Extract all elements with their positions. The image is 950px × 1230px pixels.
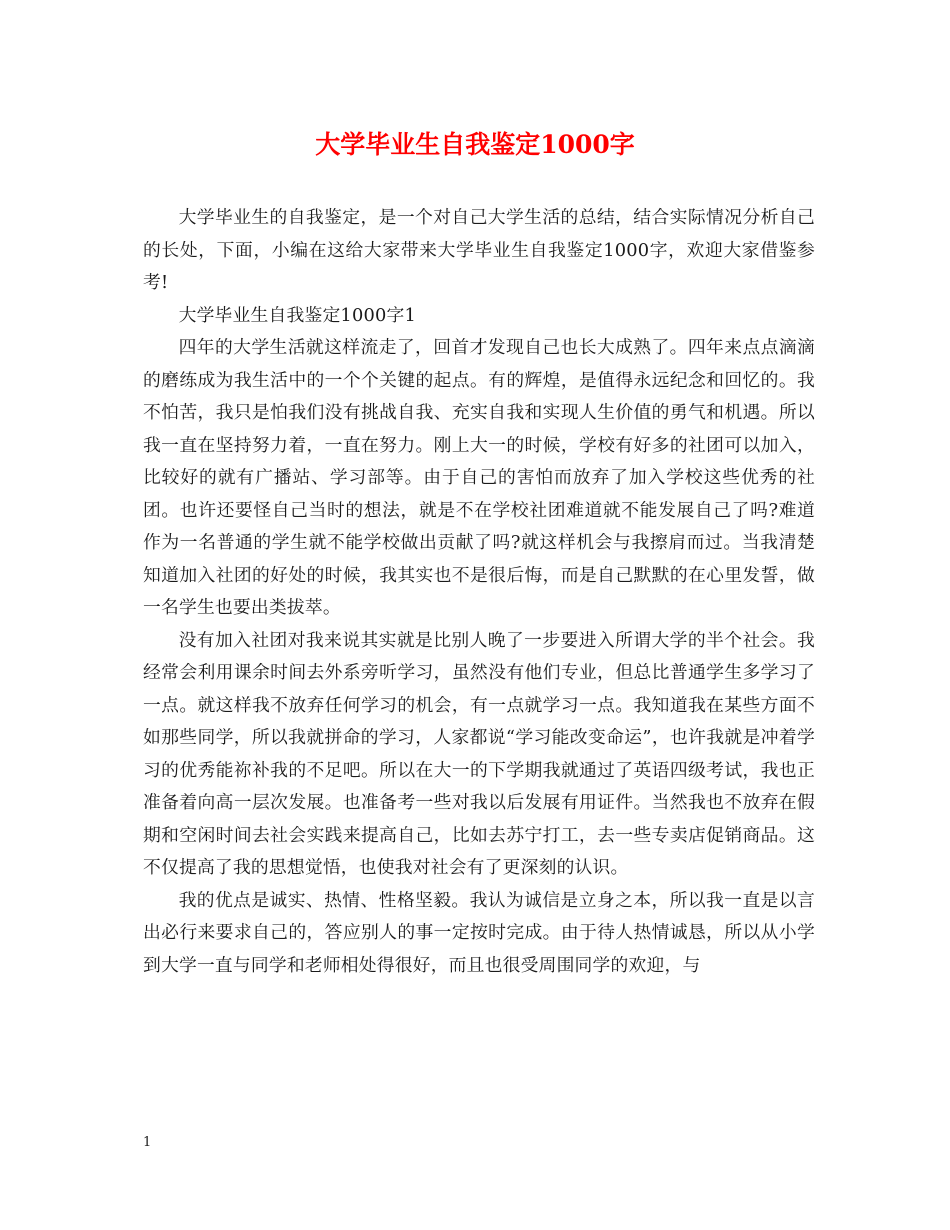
document-title: 大学毕业生自我鉴定1000字 (315, 130, 635, 159)
page-number: 1 (143, 1135, 152, 1150)
paragraph-1: 四年的大学生活就这样流走了，回首才发现自己也长大成熟了。四年来点点滴滴的磨练成为我生活中的一个个关键的起点。有的辉煌，是值得永远纪念和回忆的。我不怕苦，我只是怕我们没有挑战自我、充实自我和实现人生价值的勇气和机遇。所以我一直在坚持努力着，一直在努力。刚上大一的时候，学校有好多的社团可以加入，比较好的就有广播站、学习部等。由于自己的害怕而放弃了加入学校这些优秀的社团。也许还要怪自己当时的想法，就是不在学校社团难道就不能发展自己了吗?难道作为一名普通的学生就不能学校做出贡献了吗?就这样机会与我擦肩而过。当我清楚知道加入社团的好处的时候，我其实也不是很后悔，而是自己默默的在心里发誓，做一名学生也要出类拔萃。 (143, 337, 815, 618)
paragraph-intro: 大学毕业生的自我鉴定，是一个对自己大学生活的总结，结合实际情况分析自己的长处，下面，小编在这给大家带来大学毕业生自我鉴定1000字，欢迎大家借鉴参考! (143, 207, 815, 293)
paragraph-3: 我的优点是诚实、热情、性格坚毅。我认为诚信是立身之本，所以我一直是以言出必行来要求自己的，答应别人的事一定按时完成。由于待人热情诚恳，所以从小学到大学一直与同学和老师相处得很好，而且也很受周围同学的欢迎，与 (143, 889, 815, 976)
document-body (143, 202, 815, 982)
section-heading: 大学毕业生自我鉴定1000字1 (178, 304, 416, 326)
paragraph-2: 没有加入社团对我来说其实就是比别人晚了一步要进入所谓大学的半个社会。我经常会利用课余时间去外系旁听学习，虽然没有他们专业，但总比普通学生多学习了一点。就这样我不放弃任何学习的机会，有一点就学习一点。我知道我在某些方面不如那些同学，所以我就拼命的学习，人家都说“学习能改变命运”，也许我就是冲着学习的优秀能祢补我的不足吧。所以在大一的下学期我就通过了英语四级考试，我也正准备着向高一层次发展。也准备考一些对我以后发展有用证件。当然我也不放弃在假期和空闲时间去社会实践来提高自己，比如去苏宁打工，去一些专卖店促销商品。这不仅提高了我的思想觉悟，也使我对社会有了更深刻的认识。 (143, 629, 815, 878)
